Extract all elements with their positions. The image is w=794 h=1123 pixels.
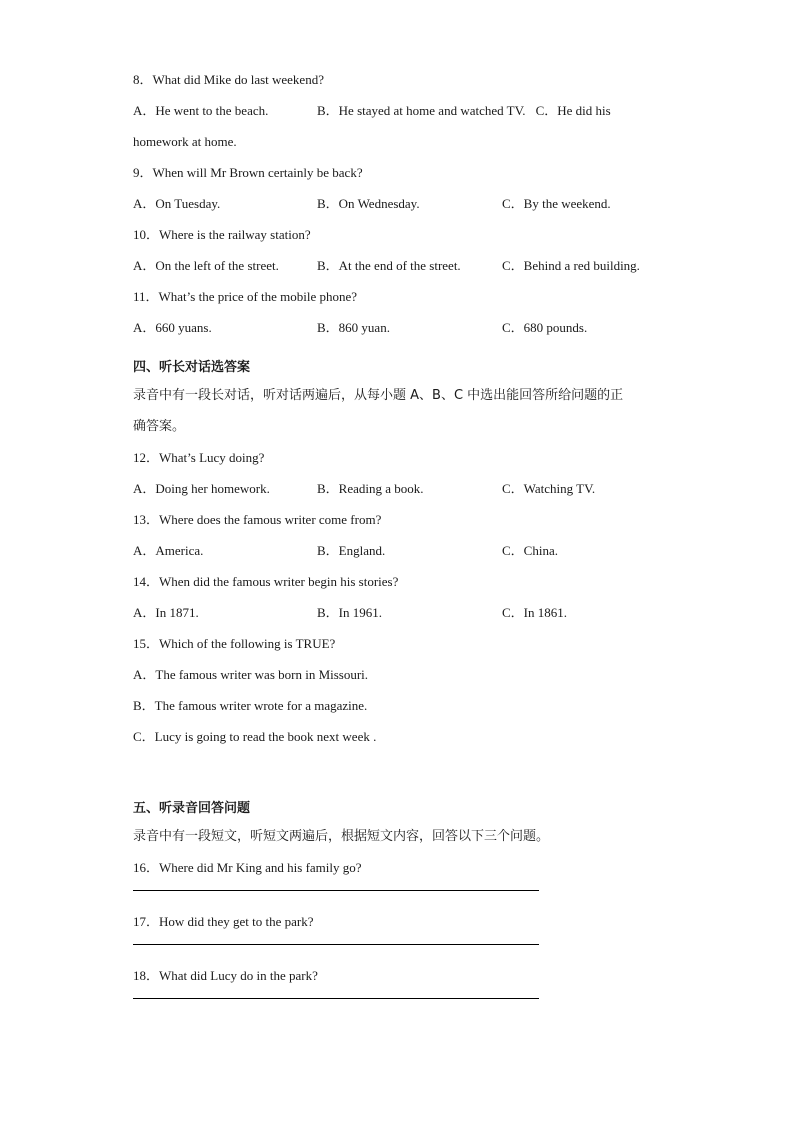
question-12-option-a: A．Doing her homework. (133, 481, 270, 496)
question-16-stem: 16．Where did Mr King and his family go? (133, 860, 362, 875)
section-5-title: 五、听录音回答问题 (133, 801, 251, 816)
question-11-option-c: C．680 pounds. (502, 320, 588, 335)
question-12-stem: 12．What’s Lucy doing? (133, 450, 265, 465)
question-11-stem: 11．What’s the price of the mobile phone? (133, 289, 358, 304)
question-14-stem: 14．When did the famous writer begin his stories? (133, 574, 399, 589)
section-4-title: 四、听长对话选答案 (133, 360, 251, 375)
question-12-option-b: B．Reading a book. (317, 481, 424, 496)
question-8-option-b: B．He stayed at home and watched TV. (317, 103, 526, 118)
section-4-instruction-line-2: 确答案。 (133, 419, 186, 434)
question-15-option-a: A．The famous writer was born in Missouri. (133, 667, 369, 682)
question-8-stem: 8．What did Mike do last weekend? (133, 72, 324, 87)
question-14-option-c: C．In 1861. (502, 605, 568, 620)
question-15-stem: 15．Which of the following is TRUE? (133, 636, 336, 651)
question-9-option-b: B．On Wednesday. (317, 196, 420, 211)
question-8-option-c-continued: homework at home. (133, 134, 237, 149)
question-8-options (133, 95, 673, 126)
section-5-instruction: 录音中有一段短文，听短文两遍后，根据短文内容，回答以下三个问题。 (133, 829, 550, 844)
question-18-stem: 18．What did Lucy do in the park? (133, 968, 318, 983)
question-17-stem: 17．How did they get to the park? (133, 914, 314, 929)
question-10-stem: 10．Where is the railway station? (133, 227, 311, 242)
question-13-options (133, 535, 673, 566)
question-14-options (133, 597, 673, 628)
question-9-option-c: C．By the weekend. (502, 196, 611, 211)
exam-page (133, 64, 673, 999)
question-9-stem: 9．When will Mr Brown certainly be back? (133, 165, 363, 180)
question-8-option-a: A．He went to the beach. (133, 103, 269, 118)
question-13-stem: 13．Where does the famous writer come from? (133, 512, 382, 527)
question-10-option-a: A．On the left of the street. (133, 258, 279, 273)
question-11-option-b: B．860 yuan. (317, 320, 390, 335)
question-10-option-b: B．At the end of the street. (317, 258, 461, 273)
question-18-answer-line[interactable] (133, 998, 539, 999)
question-10-options (133, 250, 673, 281)
question-13-option-c: C．China. (502, 543, 558, 558)
question-9-options (133, 188, 673, 219)
question-13-option-b: B．England. (317, 543, 386, 558)
question-8-option-c: C．He did his (535, 103, 611, 118)
section-4-instruction-line-1: 录音中有一段长对话，听对话两遍后，从每小题 A、B、C 中选出能回答所给问题的正 (133, 388, 624, 403)
question-14-option-a: A．In 1871. (133, 605, 199, 620)
question-15-option-c: C．Lucy is going to read the book next week . (133, 729, 377, 744)
question-12-options (133, 473, 673, 504)
question-12-option-c: C．Watching TV. (502, 481, 596, 496)
question-9-option-a: A．On Tuesday. (133, 196, 221, 211)
question-13-option-a: A．America. (133, 543, 204, 558)
question-10-option-c: C．Behind a red building. (502, 258, 640, 273)
question-11-option-a: A．660 yuans. (133, 320, 212, 335)
question-15-option-b: B．The famous writer wrote for a magazine. (133, 698, 368, 713)
question-14-option-b: B．In 1961. (317, 605, 383, 620)
question-11-options (133, 312, 673, 343)
